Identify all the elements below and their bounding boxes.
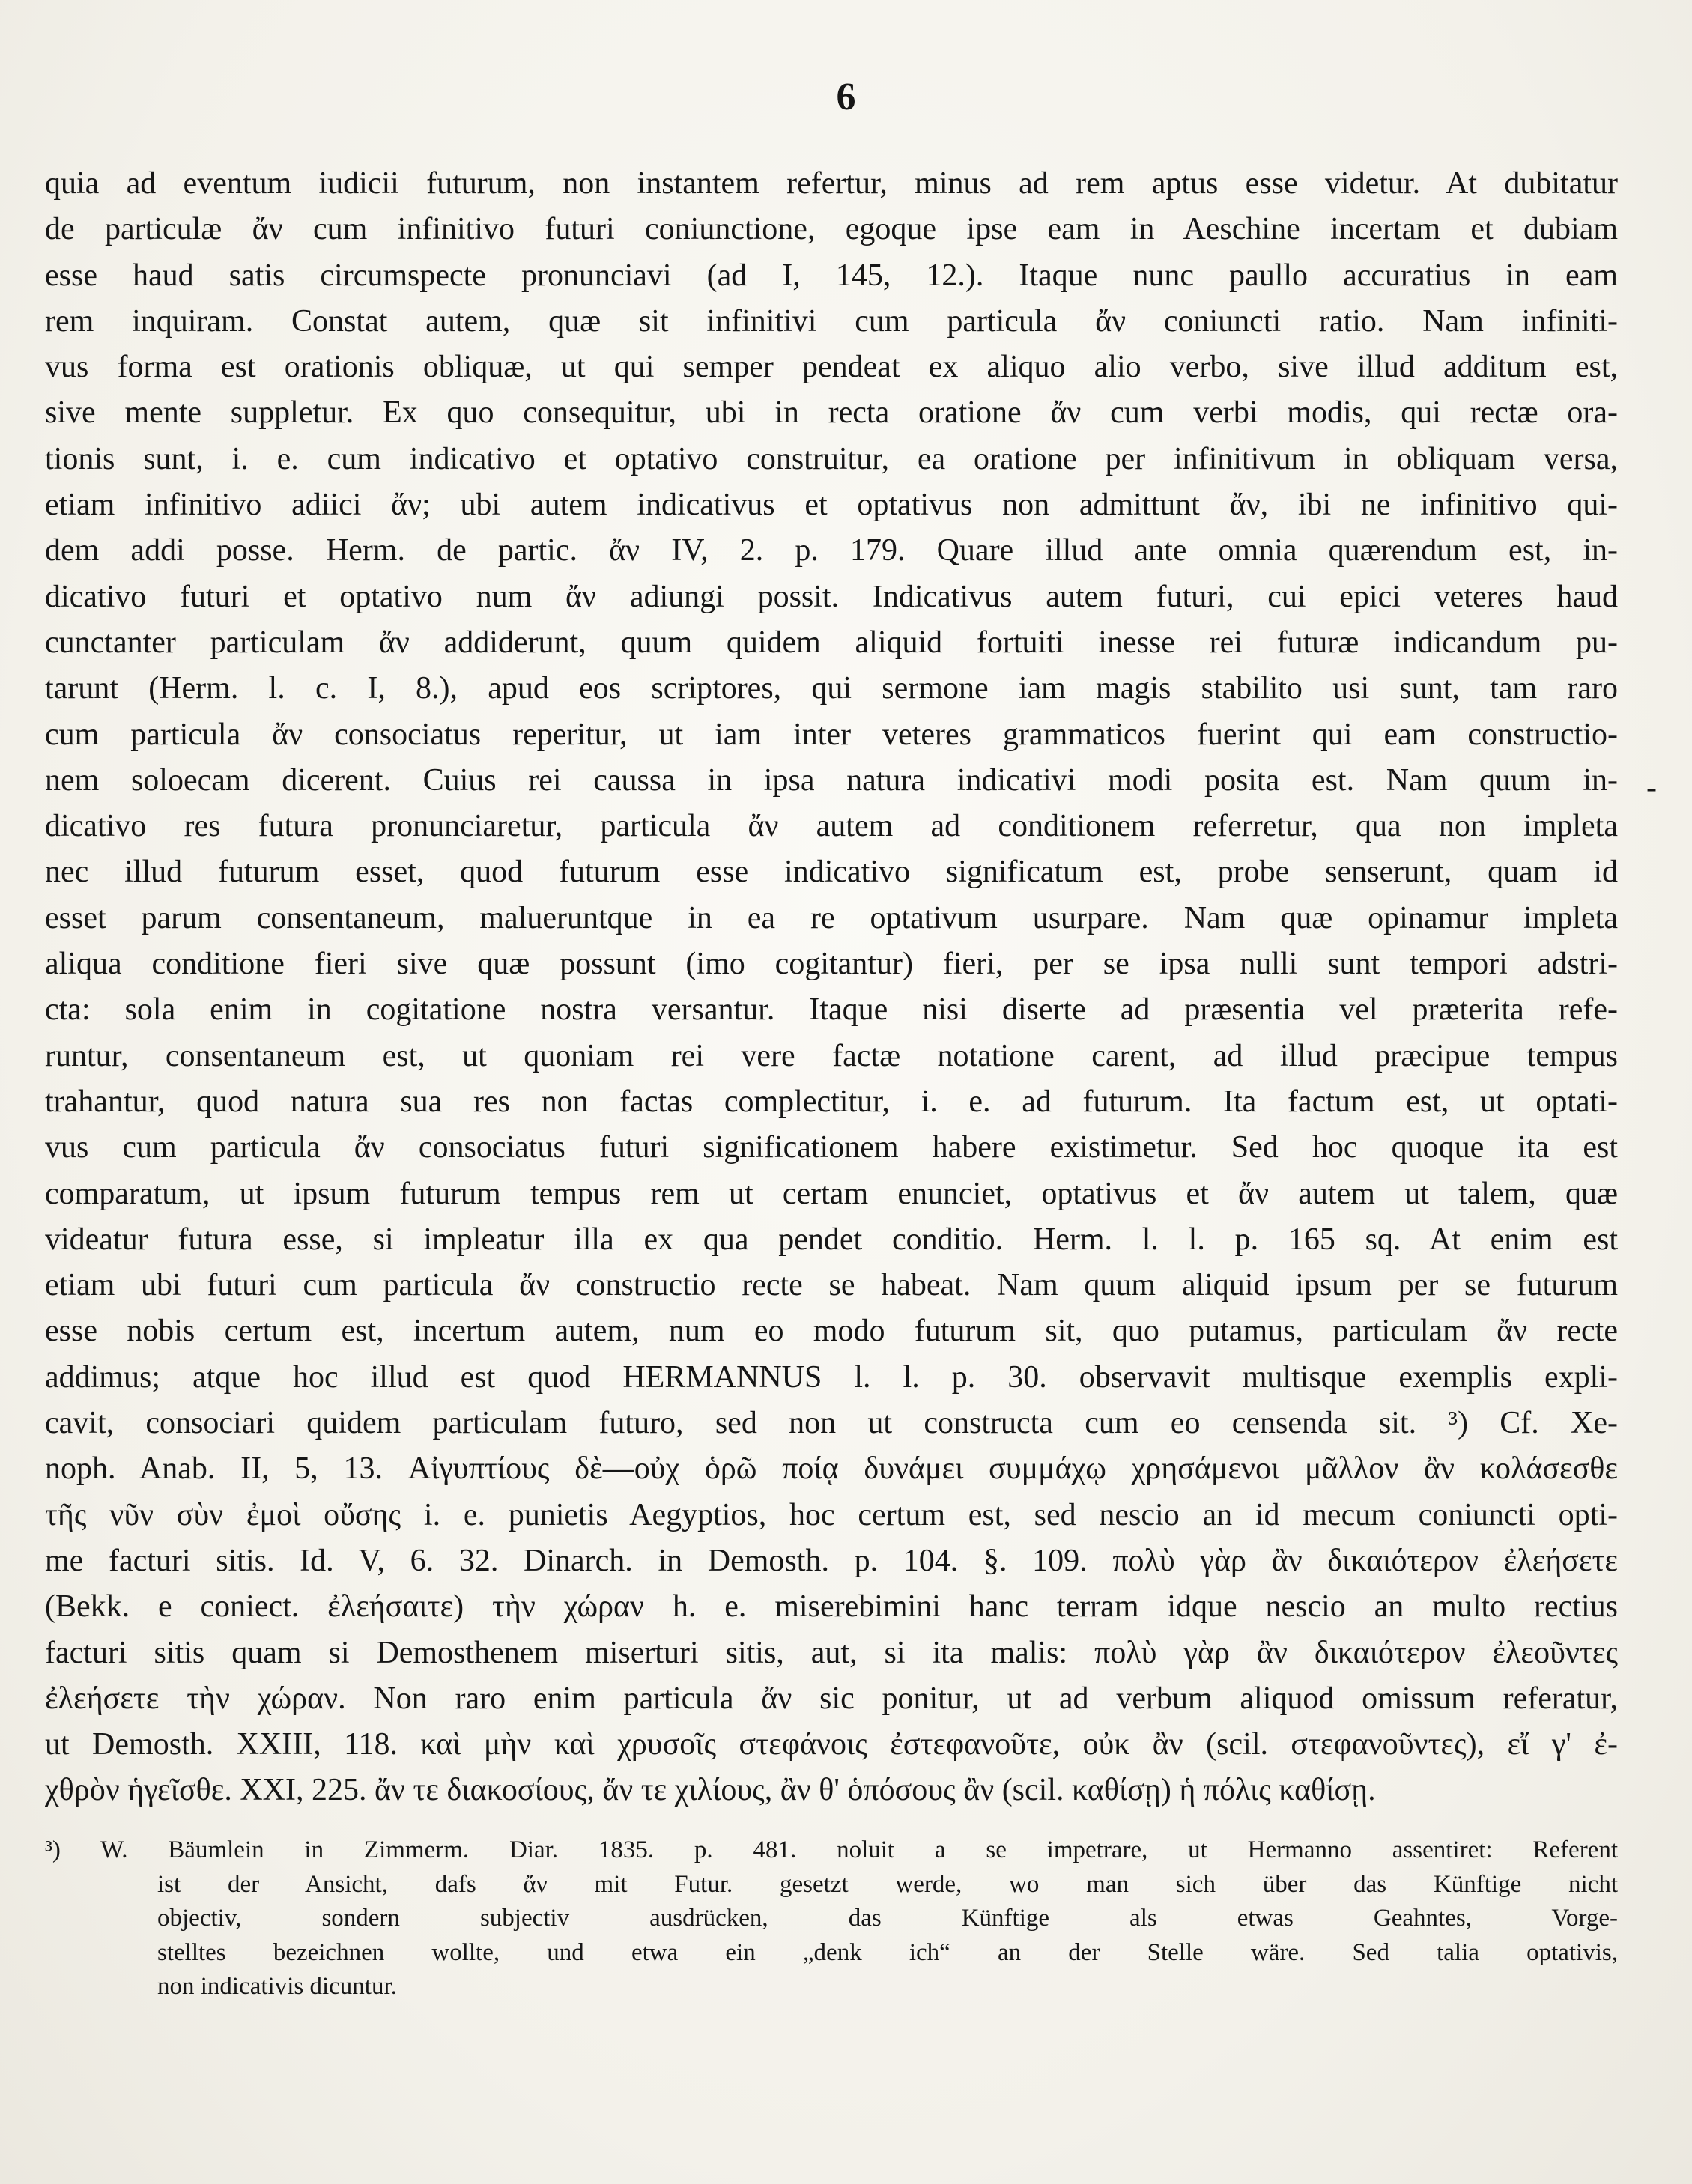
text-line: trahantur, quod natura sua res non factas complectitur, i. e. ad futurum. Ita factum est, ut optati- (45, 1084, 1618, 1119)
text-line: me facturi sitis. Id. V, 6. 32. Dinarch. in Demosth. p. 104. §. 109. πολὺ γὰρ ἂν δικαιότερον ἐλεήσετε (45, 1543, 1618, 1578)
footnote-line: objectiv, sondern subjectiv ausdrücken, das Künftige als etwas Geahntes, Vorge- (157, 1905, 1618, 1932)
text-line: esse haud satis circumspecte pronunciavi (ad I, 145, 12.). Itaque nunc paullo accuratius in eam (45, 258, 1618, 293)
text-line: (Bekk. e coniect. ἐλεήσαιτε) τὴν χώραν h. e. miserebimini hanc terram idque nescio an multo rectius (45, 1589, 1618, 1625)
text-line: videatur futura esse, si impleatur illa ex qua pendet conditio. Herm. l. l. p. 165 sq. At enim est (45, 1222, 1618, 1257)
footnote-block (45, 1833, 1618, 2004)
text-line: dicativo futuri et optativo num ἄν adiungi possit. Indicativus autem futuri, cui epici veteres haud (45, 579, 1618, 614)
text-line: esse nobis certum est, incertum autem, num eo modo futurum sit, quo putamus, particulam ἄν recte (45, 1314, 1618, 1349)
text-line: noph. Anab. II, 5, 13. Αἰγυπτίους δὲ—οὐχ ὁρῶ ποίᾳ δυνάμει συμμάχῳ χρησάμενοι μᾶλλον ἂν κολάσεσθε (45, 1452, 1618, 1487)
footnote-line: ³) W. Bäumlein in Zimmerm. Diar. 1835. p. 481. noluit a se impetrare, ut Hermanno assentiret: Referent (45, 1836, 1618, 1863)
text-line: etiam infinitivo adiici ἄν; ubi autem indicativus et optativus non admittunt ἄν, ibi ne infinitivo qui- (45, 488, 1618, 523)
text-line: dicativo res futura pronunciaretur, particula ἄν autem ad conditionem referretur, qua non impleta (45, 809, 1618, 844)
text-line: vus cum particula ἄν consociatus futuri significationem habere existimetur. Sed hoc quoque ita est (45, 1130, 1618, 1165)
main-text-block (45, 161, 1618, 1814)
text-line: dem addi posse. Herm. de partic. ἄν IV, 2. p. 179. Quare illud ante omnia quærendum est, in- (45, 533, 1618, 568)
page-number: 6 (836, 76, 856, 118)
text-line: nem soloecam dicerent. Cuius rei caussa in ipsa natura indicativi modi posita est. Nam quum in- (45, 762, 1618, 798)
footnote-line: stelltes bezeichnen wollte, und etwa ein „denk ich“ an der Stelle wäre. Sed talia optativis, (157, 1938, 1618, 1966)
footnote-line: ist der Ansicht, dafs ἄν mit Futur. gesetzt werde, wo man sich über das Künftige nicht (157, 1870, 1618, 1898)
text-line: τῆς νῦν σὺν ἐμοὶ οὔσης i. e. punietis Aegyptios, hoc certum est, sed nescio an id mecum coniuncti opti- (45, 1497, 1618, 1532)
text-line: sive mente suppletur. Ex quo consequitur, ubi in recta oratione ἄν cum verbi modis, qui rectæ ora- (45, 395, 1618, 431)
text-line: runtur, consentaneum est, ut quoniam rei vere factæ notatione carent, ad illud præcipue tempus (45, 1038, 1618, 1073)
text-line: cta: sola enim in cogitatione nostra versantur. Itaque nisi diserte ad præsentia vel præterita refe- (45, 992, 1618, 1028)
text-line: de particulæ ἄν cum infinitivo futuri coniunctione, egoque ipse eam in Aeschine incertam et dubiam (45, 212, 1618, 247)
text-line: vus forma est orationis obliquæ, ut qui semper pendeat ex aliquo alio verbo, sive illud additum est, (45, 350, 1618, 385)
text-line: addimus; atque hoc illud est quod HERMANNUS l. l. p. 30. observavit multisque exemplis expli- (45, 1359, 1618, 1395)
text-line: cum particula ἄν consociatus reperitur, ut iam inter veteres grammaticos fuerint qui eam constructio- (45, 717, 1618, 752)
text-line: comparatum, ut ipsum futurum tempus rem ut certam enunciet, optativus et ἄν autem ut talem, quæ (45, 1176, 1618, 1211)
text-line: aliqua conditione fieri sive quæ possunt (imo cogitantur) fieri, per se ipsa nulli sunt tempori adstri- (45, 947, 1618, 982)
text-line: rem inquiram. Constat autem, quæ sit infinitivi cum particula ἄν coniuncti ratio. Nam infiniti- (45, 303, 1618, 339)
text-line: esset parum consentaneum, malueruntque in ea re optativum usurpare. Nam quæ opinamur impleta (45, 900, 1618, 935)
text-line: etiam ubi futuri cum particula ἄν constructio recte se habeat. Nam quum aliquid ipsum per se futurum (45, 1268, 1618, 1303)
text-line: tarunt (Herm. l. c. I, 8.), apud eos scriptores, qui sermone iam magis stabilito usi sunt, tam raro (45, 671, 1618, 706)
text-line: cunctanter particulam ἄν addiderunt, quum quidem aliquid fortuiti inesse rei futuræ indicandum pu- (45, 625, 1618, 660)
margin-mark: - (1646, 771, 1657, 805)
text-line: χθρὸν ἡγεῖσθε. XXI, 225. ἄν τε διακοσίους, ἄν τε χιλίους, ἂν θ' ὁπόσους ἂν (scil. καθίσῃ) ἡ πόλις καθίσῃ. (45, 1773, 1376, 1808)
text-line: nec illud futurum esset, quod futurum esse indicativo significatum est, probe senserunt, quam id (45, 855, 1618, 890)
footnote-line: non indicativis dicuntur. (157, 1973, 397, 2001)
text-line: facturi sitis quam si Demosthenem miserturi sitis, aut, si ita malis: πολὺ γὰρ ἂν δικαιότερον ἐλεοῦντες (45, 1635, 1618, 1670)
text-line: ut Demosth. XXIII, 118. καὶ μὴν καὶ χρυσοῖς στεφάνοις ἐστεφανοῦτε, οὐκ ἂν (scil. στεφανοῦντες), εἴ γ' ἐ- (45, 1727, 1618, 1762)
text-line: ἐλεήσετε τὴν χώραν. Non raro enim particula ἄν sic ponitur, ut ad verbum aliquod omissum referatur, (45, 1681, 1618, 1716)
text-line: tionis sunt, i. e. cum indicativo et optativo construitur, ea oratione per infinitivum in obliquam versa, (45, 441, 1618, 476)
text-line: quia ad eventum iudicii futurum, non instantem refertur, minus ad rem aptus esse videtur. At dubitatur (45, 166, 1618, 201)
text-line: cavit, consociari quidem particulam futuro, sed non ut constructa cum eo censenda sit. ³) Cf. Xe- (45, 1406, 1618, 1441)
